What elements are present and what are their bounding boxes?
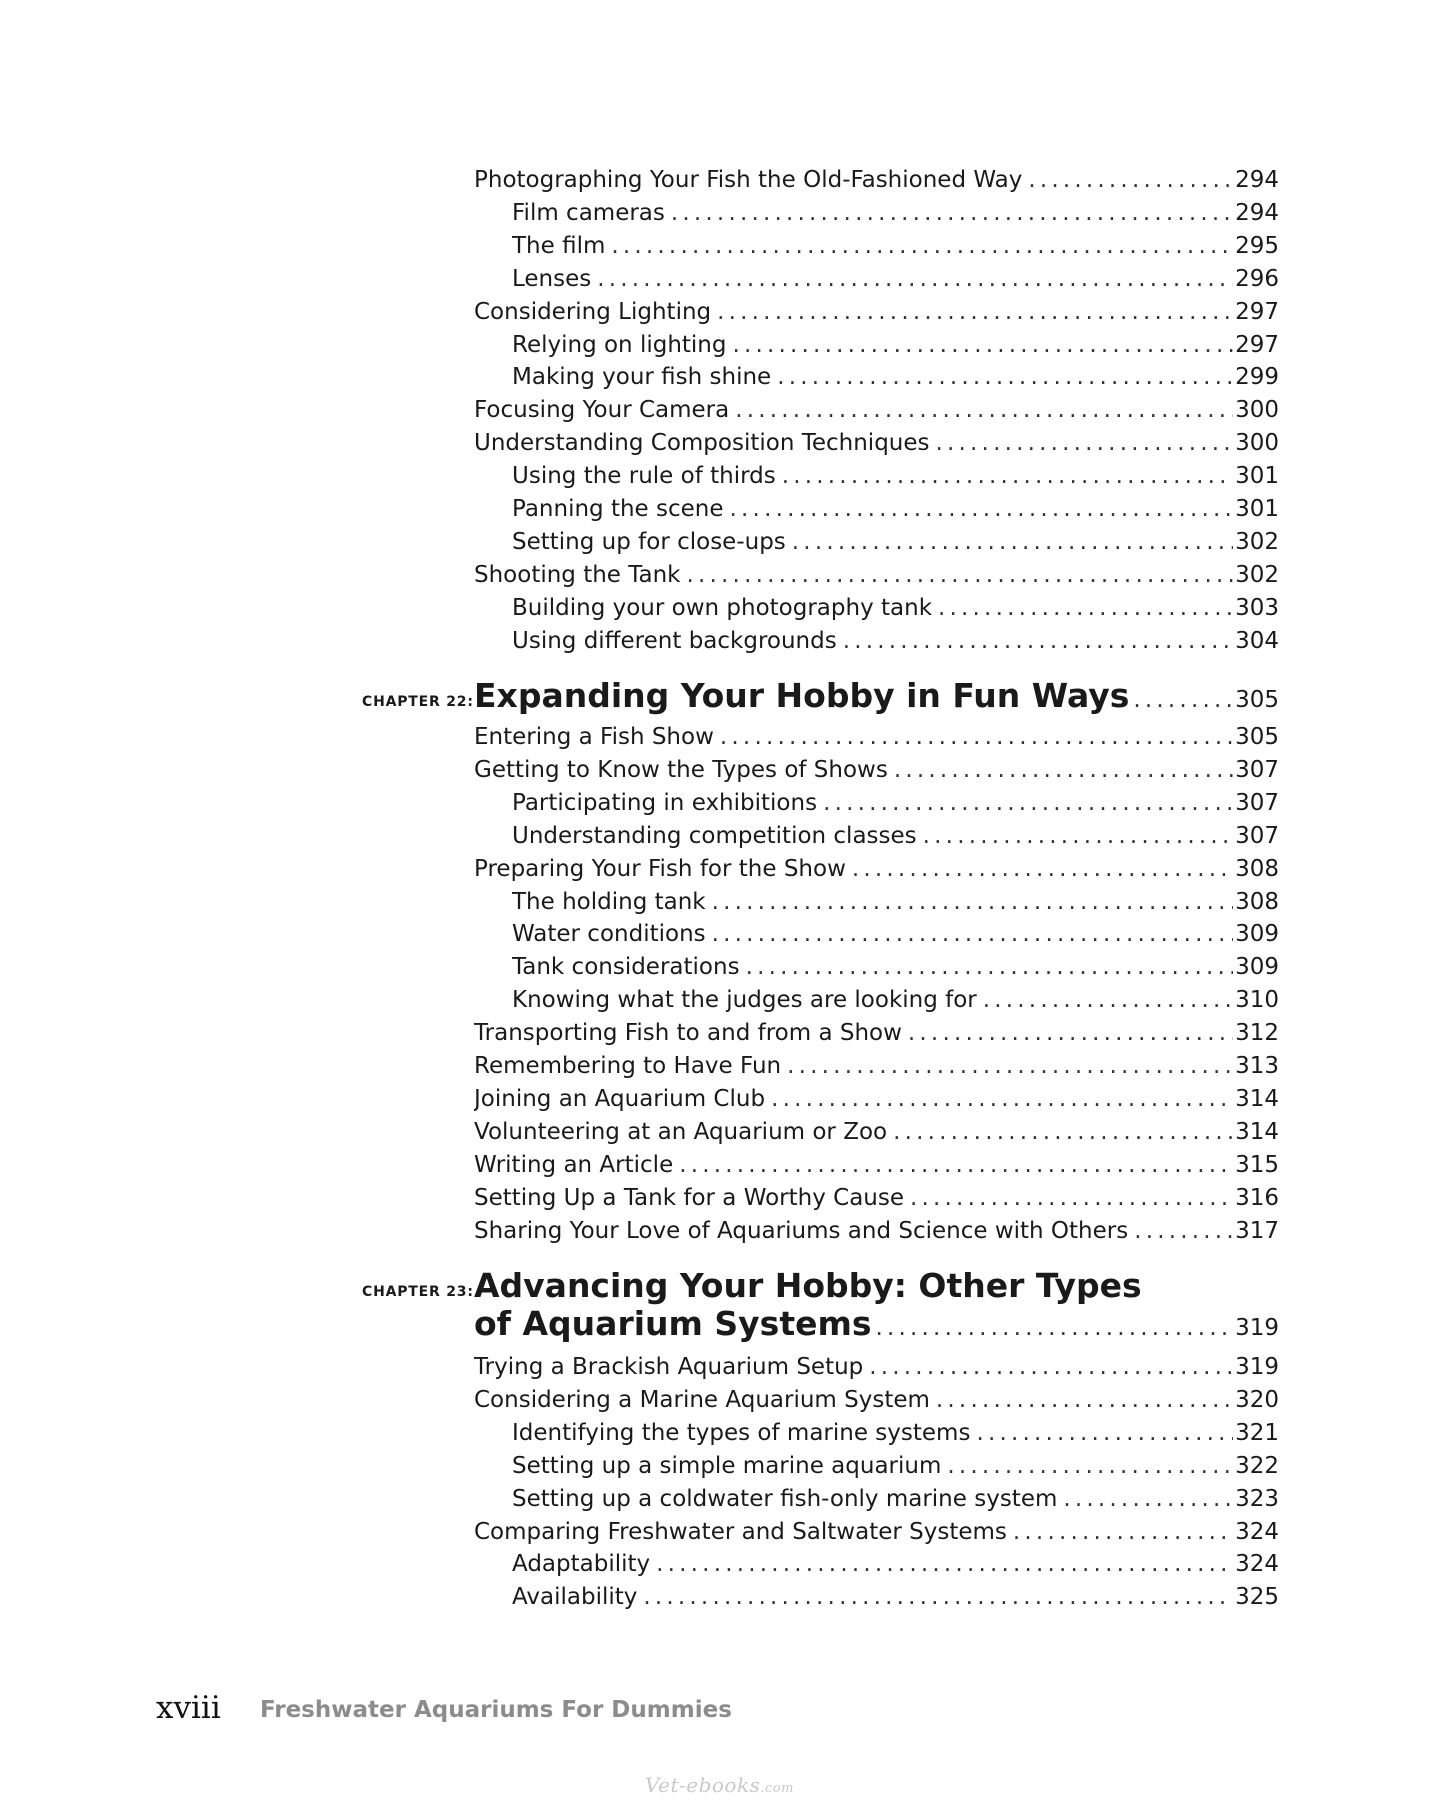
- toc-subentry[interactable]: [512, 199, 1279, 227]
- leader-dots: [735, 396, 1233, 424]
- entry-title: Comparing Freshwater and Saltwater Systems: [474, 1518, 1007, 1545]
- toc-subentry[interactable]: [512, 953, 1279, 981]
- leader-dots: [1013, 1518, 1233, 1546]
- toc-entry[interactable]: [474, 1052, 1279, 1080]
- leader-dots: [1028, 166, 1233, 194]
- entry-page-number: 304: [1235, 627, 1279, 654]
- leader-dots: [671, 199, 1233, 227]
- toc-entry[interactable]: [474, 723, 1279, 751]
- entry-page-number: 299: [1235, 364, 1279, 391]
- watermark-logo: [645, 1773, 794, 1797]
- chapter-23-title-line1: Advancing Your Hobby: Other Types: [474, 1266, 1142, 1305]
- entry-page-number: 301: [1235, 496, 1279, 522]
- entry-title: Considering a Marine Aquarium System: [474, 1386, 930, 1413]
- entry-page-number: 303: [1235, 594, 1279, 621]
- entry-title: Setting up for close-ups: [512, 528, 786, 555]
- entry-page-number: 324: [1235, 1551, 1279, 1578]
- entry-page-number: 300: [1235, 397, 1279, 424]
- toc-subentry[interactable]: [512, 265, 1279, 293]
- entry-page-number: 314: [1235, 1085, 1279, 1112]
- leader-dots: [893, 1118, 1233, 1146]
- leader-dots: [976, 1419, 1233, 1447]
- leader-dots: [852, 855, 1233, 883]
- leader-dots: [938, 594, 1233, 622]
- leader-dots: [643, 1583, 1233, 1611]
- entry-page-number: 295: [1235, 232, 1279, 259]
- entry-page-number: 323: [1235, 1485, 1279, 1512]
- entry-title: Trying a Brackish Aquarium Setup: [474, 1354, 864, 1380]
- entry-title: Building your own photography tank: [512, 594, 933, 621]
- toc-subentry[interactable]: [512, 528, 1279, 556]
- entry-title: Getting to Know the Types of Shows: [474, 756, 888, 783]
- leader-dots: [923, 822, 1233, 850]
- leader-dots: [1063, 1485, 1233, 1513]
- entry-title: Understanding Composition Techniques: [474, 430, 930, 457]
- chapter-22-label: CHAPTER 22:: [362, 694, 474, 710]
- chapter-22-heading[interactable]: [474, 676, 1279, 715]
- entry-title: The holding tank: [512, 888, 706, 915]
- entry-page-number: 312: [1235, 1020, 1279, 1047]
- entry-title: Setting up a coldwater fish-only marine system: [512, 1485, 1058, 1512]
- toc-entry[interactable]: [474, 1386, 1279, 1414]
- entry-page-number: 314: [1235, 1118, 1279, 1145]
- toc-entry[interactable]: [474, 1151, 1279, 1179]
- toc-subentry[interactable]: [512, 331, 1279, 359]
- toc-subentry[interactable]: [512, 594, 1279, 622]
- toc-entry[interactable]: [474, 756, 1279, 784]
- leader-dots: [1133, 687, 1233, 713]
- leader-dots: [782, 462, 1233, 490]
- leader-dots: [732, 331, 1233, 359]
- entry-page-number: 317: [1235, 1217, 1279, 1244]
- leader-dots: [787, 1052, 1233, 1080]
- entry-title: Panning the scene: [512, 496, 724, 522]
- toc-entry[interactable]: [474, 1353, 1279, 1381]
- toc-entry[interactable]: [474, 1118, 1279, 1146]
- leader-dots: [843, 627, 1233, 655]
- entry-title: Making your fish shine: [512, 364, 772, 391]
- leader-dots: [869, 1353, 1233, 1381]
- entry-title: Using the rule of thirds: [512, 463, 776, 490]
- toc-subentry[interactable]: [512, 495, 1279, 523]
- leader-dots: [876, 1315, 1234, 1341]
- entry-page-number: 325: [1235, 1584, 1279, 1611]
- leader-dots: [936, 1386, 1233, 1414]
- leader-dots: [597, 265, 1233, 293]
- entry-title: Remembering to Have Fun: [474, 1053, 782, 1079]
- entry-page-number: 300: [1235, 430, 1279, 457]
- entry-title: Film cameras: [512, 199, 665, 226]
- leader-dots: [611, 232, 1233, 260]
- entry-title: Shooting the Tank: [474, 561, 681, 588]
- toc-entry[interactable]: [474, 1217, 1279, 1245]
- entry-title: Water conditions: [512, 921, 706, 948]
- chapter-22-page: 305: [1235, 687, 1279, 713]
- entry-title: Sharing Your Love of Aquariums and Science with Others: [474, 1217, 1129, 1244]
- entry-title: Identifying the types of marine systems: [512, 1419, 971, 1446]
- entry-page-number: 297: [1235, 331, 1279, 358]
- entry-title: Lenses: [512, 265, 592, 292]
- leader-dots: [656, 1550, 1233, 1578]
- toc-subentry[interactable]: [512, 363, 1279, 391]
- entry-title: Understanding competition classes: [512, 822, 917, 849]
- toc-subentry[interactable]: [512, 462, 1279, 490]
- toc-subentry[interactable]: [512, 627, 1279, 655]
- toc-subentry[interactable]: [512, 1583, 1279, 1611]
- entry-page-number: 294: [1235, 199, 1279, 226]
- entry-title: Availability: [512, 1584, 638, 1611]
- toc-subentry[interactable]: [512, 1485, 1279, 1513]
- entry-title: Preparing Your Fish for the Show: [474, 855, 846, 882]
- entry-page-number: 324: [1235, 1518, 1279, 1545]
- entry-page-number: 307: [1235, 756, 1279, 783]
- toc-entry[interactable]: [474, 396, 1279, 424]
- entry-page-number: 308: [1235, 855, 1279, 882]
- entry-title: Using different backgrounds: [512, 627, 837, 654]
- entry-title: Participating in exhibitions: [512, 789, 818, 816]
- leader-dots: [908, 1019, 1233, 1047]
- chapter-23-page: 319: [1235, 1315, 1279, 1341]
- entry-page-number: 307: [1235, 822, 1279, 849]
- entry-title: Focusing Your Camera: [474, 397, 730, 424]
- leader-dots: [771, 1085, 1233, 1113]
- entry-page-number: 319: [1235, 1354, 1279, 1380]
- entry-page-number: 297: [1235, 298, 1279, 325]
- toc-entry[interactable]: [474, 1019, 1279, 1047]
- leader-dots: [983, 986, 1233, 1014]
- watermark-text: Vet-ebooks: [645, 1773, 761, 1797]
- toc-subentry[interactable]: [512, 232, 1279, 260]
- leader-dots: [910, 1184, 1233, 1212]
- chapter-23-label: CHAPTER 23:: [362, 1284, 474, 1300]
- entry-page-number: 302: [1235, 528, 1279, 555]
- entry-page-number: 315: [1235, 1151, 1279, 1178]
- toc-subentry[interactable]: [512, 1419, 1279, 1447]
- leader-dots: [720, 723, 1233, 751]
- entry-page-number: 309: [1235, 954, 1279, 981]
- leader-dots: [947, 1452, 1233, 1480]
- chapter-23-heading-line1[interactable]: [474, 1266, 1279, 1305]
- leader-dots: [777, 363, 1233, 391]
- entry-page-number: 294: [1235, 167, 1279, 193]
- entry-title: Relying on lighting: [512, 331, 727, 358]
- entry-page-number: 320: [1235, 1386, 1279, 1413]
- entry-title: Tank considerations: [512, 954, 740, 981]
- toc-entry[interactable]: [474, 166, 1279, 194]
- watermark-suffix: .com: [760, 1781, 794, 1796]
- toc-subentry[interactable]: [512, 789, 1279, 817]
- leader-dots: [936, 429, 1234, 457]
- leader-dots: [1134, 1217, 1233, 1245]
- entry-page-number: 321: [1235, 1419, 1279, 1446]
- entry-page-number: 307: [1235, 789, 1279, 816]
- entry-title: Setting Up a Tank for a Worthy Cause: [474, 1184, 905, 1211]
- entry-page-number: 308: [1235, 888, 1279, 915]
- toc-subentry[interactable]: [512, 822, 1279, 850]
- entry-title: Photographing Your Fish the Old-Fashioned Way: [474, 167, 1023, 193]
- toc-entry[interactable]: [474, 1184, 1279, 1212]
- entry-page-number: 296: [1235, 265, 1279, 292]
- entry-title: Joining an Aquarium Club: [474, 1085, 766, 1112]
- toc-subentry[interactable]: [512, 920, 1279, 948]
- leader-dots: [730, 495, 1234, 523]
- entry-page-number: 301: [1235, 463, 1279, 490]
- entry-title: Considering Lighting: [474, 298, 712, 325]
- entry-page-number: 313: [1235, 1053, 1279, 1079]
- entry-title: Entering a Fish Show: [474, 724, 714, 750]
- entry-page-number: 305: [1235, 724, 1279, 750]
- entry-title: Writing an Article: [474, 1151, 674, 1178]
- entry-title: Knowing what the judges are looking for: [512, 987, 977, 1014]
- entry-title: Volunteering at an Aquarium or Zoo: [474, 1118, 888, 1145]
- leader-dots: [679, 1151, 1233, 1179]
- entry-title: Adaptability: [512, 1551, 651, 1578]
- toc-subentry[interactable]: [512, 888, 1279, 916]
- leader-dots: [717, 298, 1233, 326]
- toc-subentry[interactable]: [512, 1550, 1279, 1578]
- entry-title: The film: [512, 232, 606, 259]
- page-number: xviii: [156, 1690, 221, 1726]
- entry-page-number: 322: [1235, 1452, 1279, 1479]
- chapter-23-heading-line2[interactable]: [474, 1304, 1279, 1343]
- running-book-title: Freshwater Aquariums For Dummies: [260, 1697, 732, 1723]
- chapter-23-title-line2: of Aquarium Systems: [474, 1304, 872, 1343]
- entry-title: Setting up a simple marine aquarium: [512, 1452, 942, 1479]
- leader-dots: [712, 920, 1233, 948]
- toc-entry[interactable]: [474, 1518, 1279, 1546]
- toc-entry[interactable]: [474, 1085, 1279, 1113]
- leader-dots: [746, 953, 1234, 981]
- entry-page-number: 316: [1235, 1184, 1279, 1211]
- toc-entry[interactable]: [474, 298, 1279, 326]
- entry-page-number: 310: [1235, 987, 1279, 1014]
- leader-dots: [792, 528, 1233, 556]
- toc-entry[interactable]: [474, 561, 1279, 589]
- leader-dots: [712, 888, 1233, 916]
- leader-dots: [894, 756, 1233, 784]
- entry-page-number: 302: [1235, 561, 1279, 588]
- toc-entry[interactable]: [474, 429, 1279, 457]
- leader-dots: [687, 561, 1234, 589]
- leader-dots: [823, 789, 1233, 817]
- toc-subentry[interactable]: [512, 986, 1279, 1014]
- toc-entry[interactable]: [474, 855, 1279, 883]
- entry-page-number: 309: [1235, 921, 1279, 948]
- entry-title: Transporting Fish to and from a Show: [474, 1020, 902, 1047]
- chapter-22-title: Expanding Your Hobby in Fun Ways: [474, 676, 1130, 715]
- toc-subentry[interactable]: [512, 1452, 1279, 1480]
